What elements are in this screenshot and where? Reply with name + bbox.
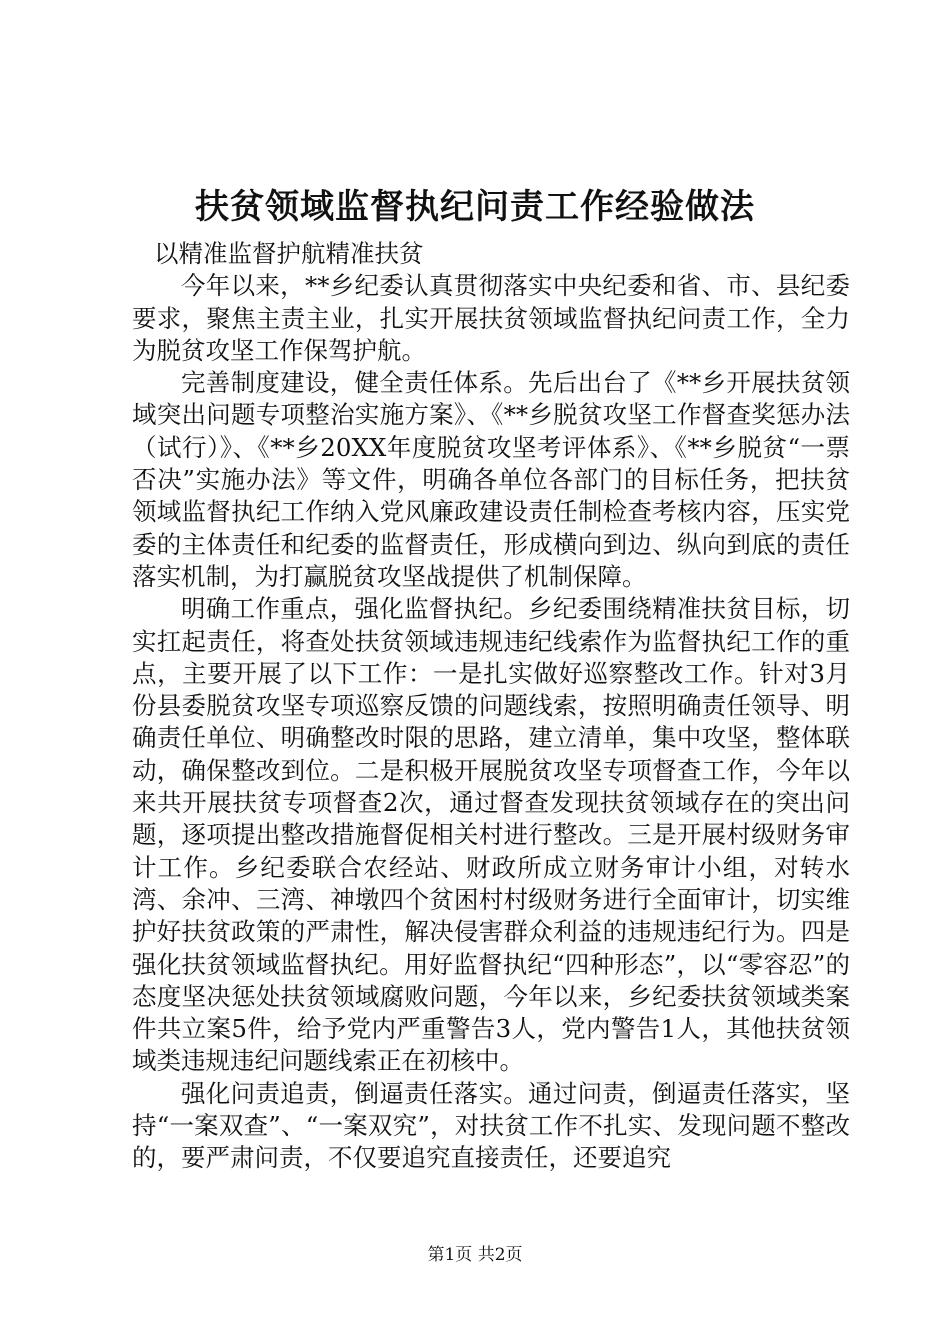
paragraph-system-building: 完善制度建设，健全责任体系。先后出台了《**乡开展扶贫领域突出问题专项整治实施方案》、《**乡脱贫攻坚工作督查奖惩办法（试行）》、《**乡20XX年度脱贫攻坚考评体系》、《**乡脱贫“一票否决”实施办法》等文件，明确各单位各部门的目标任务，把扶贫领域监督执纪工作纳入党风廉政建设责任制检查考核内容，压实党委的主体责任和纪委的监督责任，形成横向到边、纵向到底的责任落实机制，为打赢脱贫攻坚战提供了机制保障。 (132, 368, 850, 591)
paragraph-supervision: 明确工作重点，强化监督执纪。乡纪委围绕精准扶贫目标，切实扛起责任，将查处扶贫领域违规违纪线索作为监督执纪工作的重点，主要开展了以下工作：一是扎实做好巡察整改工作。针对3月份县委脱贫攻坚专项巡察反馈的问题线索，按照明确责任领导、明确责任单位、明确整改时限的思路，建立清单，集中攻坚，整体联动，确保整改到位。二是积极开展脱贫攻坚专项督查工作，今年以来共开展扶贫专项督查2次，通过督查发现扶贫领域存在的突出问题，逐项提出整改措施督促相关村进行整改。三是开展村级财务审计工作。乡纪委联合农经站、财政所成立财务审计小组，对转水湾、余冲、三湾、神墩四个贫困村村级财务进行全面审计，切实维护好扶贫政策的严肃性，解决侵害群众利益的违规违纪行为。四是强化扶贫领域监督执纪。用好监督执纪“四种形态”，以“零容忍”的态度坚决惩处扶贫领域腐败问题，今年以来，乡纪委扶贫领域类案件共立案5件，给予党内严重警告3人，党内警告1人，其他扶贫领域类违规违纪问题线索正在初核中。 (132, 594, 850, 1076)
document-subtitle: 以精准监督护航精准扶贫 (154, 239, 424, 268)
document-body (132, 238, 850, 1175)
paragraph-accountability: 强化问责追责，倒逼责任落实。通过问责，倒逼责任落实，坚持“一案双查”、“一案双究”，对扶贫工作不扎实、发现问题不整改的，要严肃问责，不仅要追究直接责任，还要追究 (132, 1078, 850, 1173)
paragraph-intro: 今年以来，**乡纪委认真贯彻落实中央纪委和省、市、县纪委要求，聚焦主责主业，扎实开展扶贫领域监督执纪问责工作，全力为脱贫攻坚工作保驾护航。 (132, 271, 850, 365)
document-title: 扶贫领域监督执纪问责工作经验做法 (195, 187, 755, 227)
page-number-footer: 第1页 共2页 (427, 1245, 523, 1265)
